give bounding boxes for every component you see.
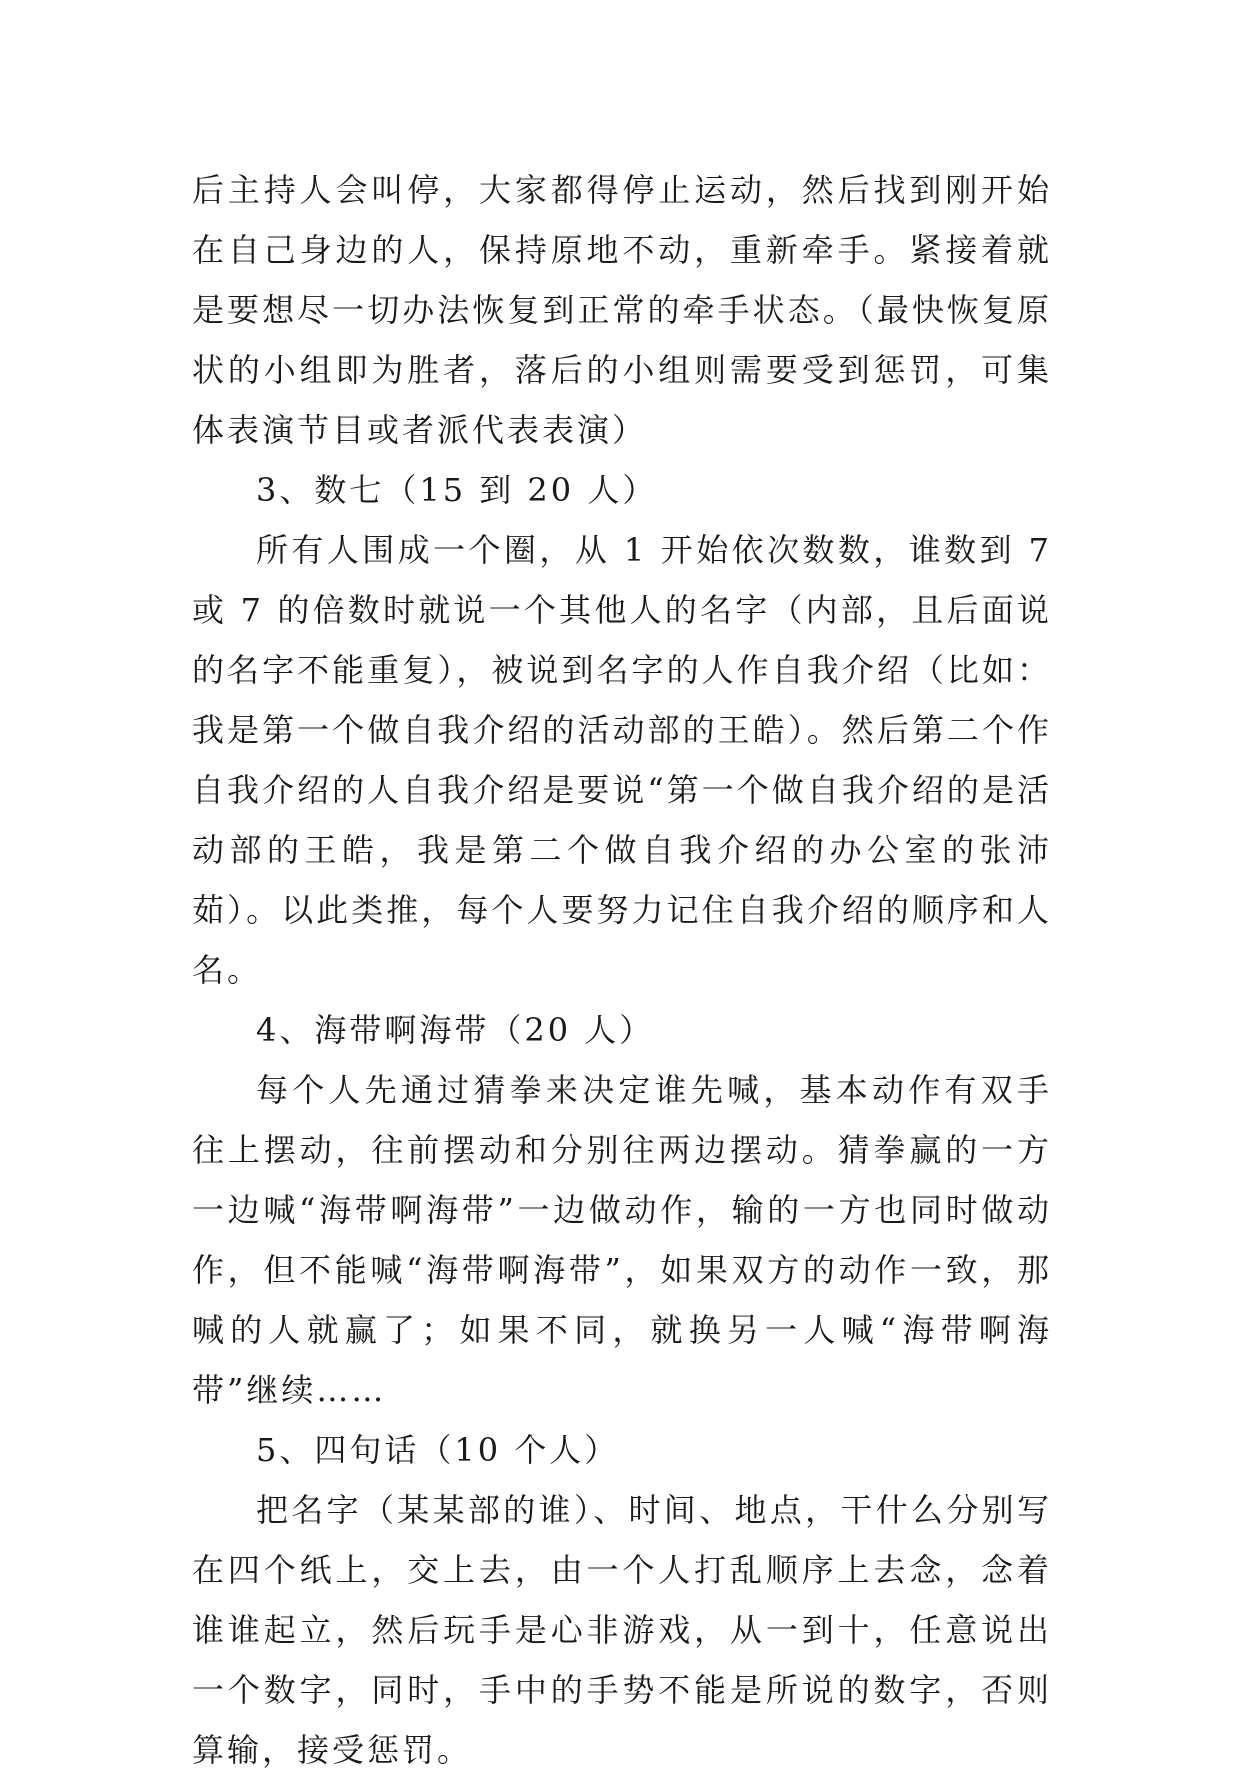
document-page bbox=[192, 160, 1052, 1780]
paragraph-section-3: 所有人围成一个圈，从 1 开始依次数数，谁数到 7 或 7 的倍数时就说一个其他人的名字（内部，且后面说的名字不能重复），被说到名字的人作自我介绍（比如：我是第一个做自我介绍的活动部的王皓）。然后第二个作自我介绍的人自我介绍是要说“第一个做自我介绍的是活动部的王皓，我是第二个做自我介绍的办公室的张沛茹）。以此类推，每个人要努力记住自我介绍的顺序和人名。 bbox=[192, 531, 1052, 989]
paragraph-section-5: 把名字（某某部的谁）、时间、地点，干什么分别写在四个纸上，交上去，由一个人打乱顺序上去念，念着谁谁起立，然后玩手是心非游戏，从一到十，任意说出一个数字，同时，手中的手势不能是所说的数字，否则算输，接受惩罚。 bbox=[192, 1491, 1052, 1769]
section-heading-3: 3、数七（15 到 20 人） bbox=[256, 471, 658, 509]
paragraph-section-4: 每个人先通过猜拳来决定谁先喊，基本动作有双手往上摆动，往前摆动和分别往两边摆动。猜拳赢的一方一边喊“海带啊海带”一边做动作，输的一方也同时做动作，但不能喊“海带啊海带”，如果双方的动作一致，那喊的人就赢了；如果不同，就换另一人喊“海带啊海带”继续…… bbox=[192, 1071, 1052, 1409]
section-heading-4: 4、海带啊海带（20 人） bbox=[256, 1011, 655, 1049]
section-heading-5: 5、四句话（10 个人） bbox=[256, 1431, 620, 1469]
paragraph-continuation: 后主持人会叫停，大家都得停止运动，然后找到刚开始在自己身边的人，保持原地不动，重新牵手。紧接着就是要想尽一切办法恢复到正常的牵手状态。（最快恢复原状的小组即为胜者，落后的小组则需要受到惩罚，可集体表演节目或者派代表表演） bbox=[192, 171, 1052, 449]
